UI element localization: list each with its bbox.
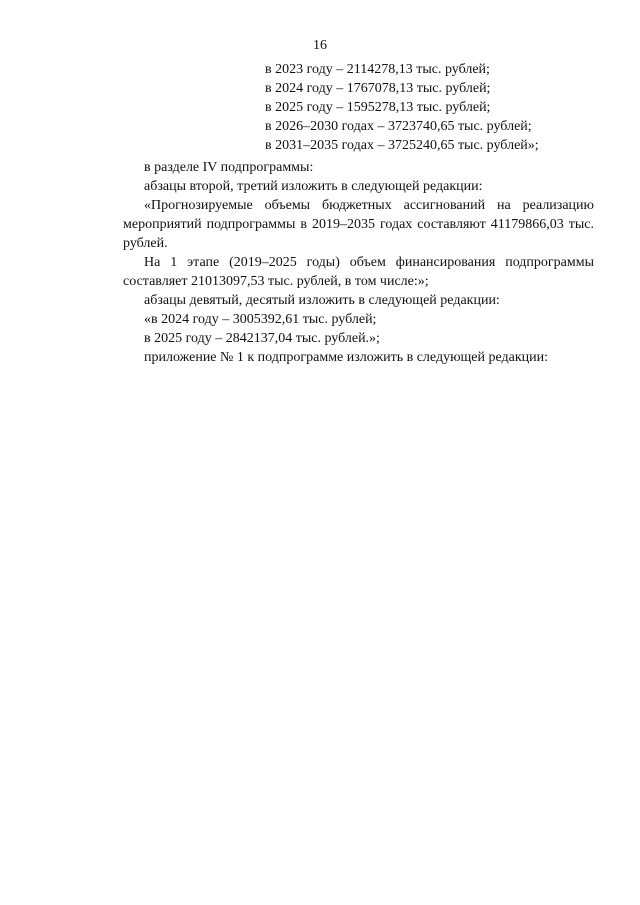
funding-line: в 2024 году – 1767078,13 тыс. рублей; — [265, 81, 491, 96]
paragraph-instruction: абзацы девятый, десятый изложить в следующей редакции: — [144, 293, 500, 308]
funding-line: в 2026–2030 годах – 3723740,65 тыс. рублей; — [265, 119, 532, 134]
paragraph-appendix-instruction: приложение № 1 к подпрограмме изложить в следующей редакции: — [144, 350, 549, 365]
paragraph-stage-1: На 1 этапе (2019–2025 годы) объем финансирования подпрограммы составляет 21013097,53 тыс. рублей, в том числе:»; — [123, 255, 594, 289]
paragraph-year-2024: «в 2024 году – 3005392,61 тыс. рублей; — [144, 312, 377, 327]
funding-line: в 2023 году – 2114278,13 тыс. рублей; — [265, 62, 490, 77]
paragraph-year-2025: в 2025 году – 2842137,04 тыс. рублей.»; — [144, 331, 380, 346]
funding-line: в 2031–2035 годах – 3725240,65 тыс. рублей»; — [265, 138, 539, 153]
paragraph-forecast: «Прогнозируемые объемы бюджетных ассигнований на реализацию мероприятий подпрограммы в 2019–2035 годах составляют 41179866,03 тыс. рублей. — [123, 198, 594, 251]
page-number: 16 — [313, 38, 327, 53]
paragraph-instruction: абзацы второй, третий изложить в следующей редакции: — [144, 179, 483, 194]
document-body — [123, 158, 594, 367]
paragraph-section-ref: в разделе IV подпрограммы: — [144, 160, 314, 175]
funding-lines-list — [265, 60, 539, 155]
funding-line: в 2025 году – 1595278,13 тыс. рублей; — [265, 100, 491, 115]
